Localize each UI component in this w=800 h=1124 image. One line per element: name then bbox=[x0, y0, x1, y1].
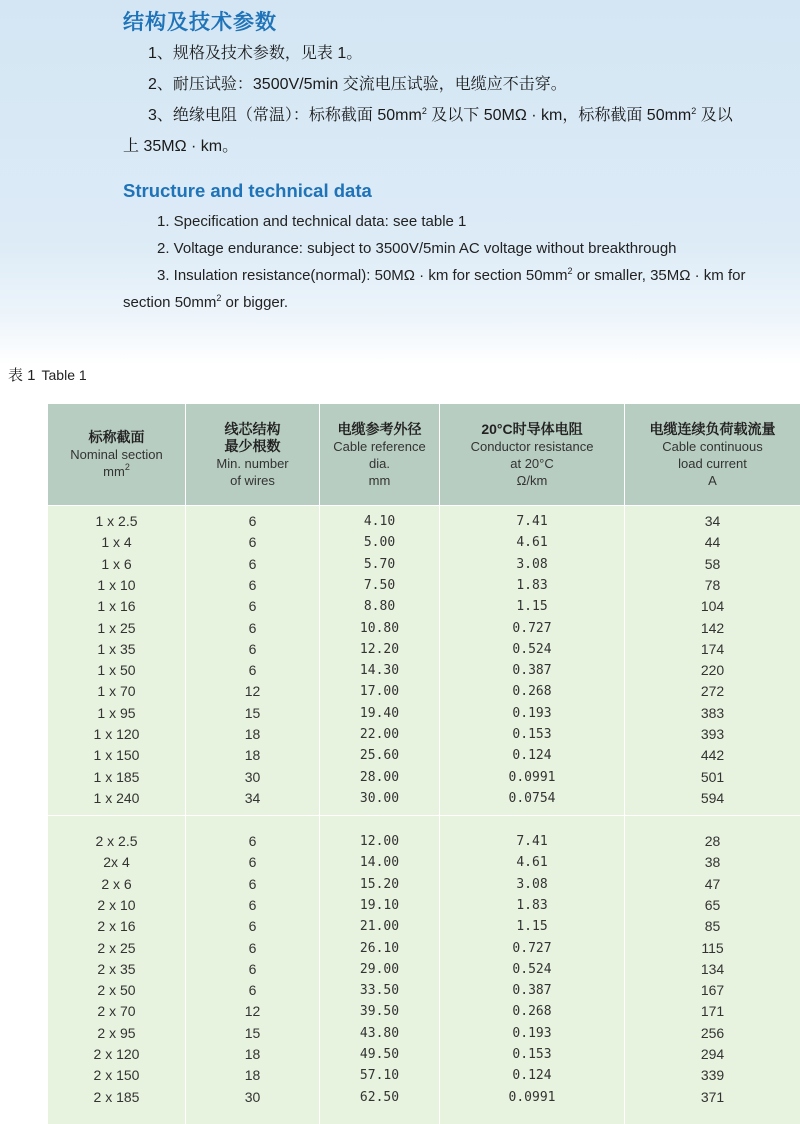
table-row bbox=[48, 916, 800, 937]
table-cell: 0.193 bbox=[512, 1025, 552, 1041]
table-cell: 6 bbox=[248, 960, 257, 977]
table-cell: 28 bbox=[704, 833, 721, 849]
table-cell: 10.80 bbox=[359, 620, 400, 636]
table-cell: 594 bbox=[700, 789, 725, 806]
table-cell: 6 bbox=[248, 896, 257, 913]
table-row bbox=[48, 575, 800, 596]
spec-item-3-en: 3. Insulation resistance(normal): 50MΩ · km for section $50mm^2$ or smaller, 35MΩ · km for bbox=[157, 266, 746, 284]
table-cell: 0.268 bbox=[512, 1004, 552, 1020]
table-cell: 0.727 bbox=[512, 620, 552, 636]
table-row bbox=[48, 1001, 800, 1022]
table-cell: 19.10 bbox=[359, 897, 400, 913]
table-cell: 29.00 bbox=[359, 961, 400, 977]
table-cell: 6 bbox=[248, 513, 257, 529]
table-cell: 5.00 bbox=[363, 535, 396, 551]
table-cell: 18 bbox=[244, 1067, 261, 1084]
table-cell: 2x 4 bbox=[103, 854, 130, 871]
table-cell: 18 bbox=[244, 726, 261, 742]
table-row bbox=[48, 1023, 800, 1044]
table-cell: 14.30 bbox=[359, 663, 400, 679]
table-cell: 2 x 16 bbox=[97, 918, 136, 935]
group-divider bbox=[48, 815, 800, 816]
table-row bbox=[48, 681, 800, 702]
table-cell: 2 x 120 bbox=[93, 1046, 140, 1062]
table-cell: 7.41 bbox=[516, 514, 548, 529]
table-cell: 7.50 bbox=[363, 577, 396, 593]
table-cell: 272 bbox=[700, 683, 725, 700]
table-cell: 12 bbox=[244, 683, 261, 700]
table-row bbox=[48, 639, 800, 660]
table-cell: 6 bbox=[248, 555, 257, 572]
table-cell: 1 x 150 bbox=[93, 747, 140, 764]
table-cell: 383 bbox=[700, 704, 725, 721]
table-cell: 1 x 4 bbox=[101, 534, 132, 551]
table-cell: 104 bbox=[700, 598, 725, 615]
table-cell: 25.60 bbox=[359, 748, 400, 764]
table-cell: 12 bbox=[244, 1003, 261, 1020]
table-cell: 2 x 150 bbox=[93, 1067, 140, 1084]
table-cell: 44 bbox=[704, 534, 721, 551]
table-cell: 7.41 bbox=[516, 834, 548, 849]
table-cell: 6 bbox=[248, 576, 257, 593]
table-cell: 256 bbox=[700, 1024, 725, 1041]
spec-item-1-en: 1. Specification and technical data: see table 1 bbox=[157, 213, 467, 230]
table-cell: 14.00 bbox=[359, 855, 400, 871]
table-cell: 6 bbox=[248, 939, 257, 956]
table-cell: 47 bbox=[704, 875, 721, 892]
table-row bbox=[48, 660, 800, 681]
table-cell: 171 bbox=[700, 1003, 725, 1020]
table-cell: 22.00 bbox=[359, 727, 400, 742]
table-cell: 3.08 bbox=[516, 556, 548, 572]
section-title-cn: 结构及技术参数 bbox=[123, 11, 277, 34]
table-cell: 26.10 bbox=[359, 940, 400, 956]
table-row bbox=[48, 703, 800, 724]
table-cell: 142 bbox=[700, 619, 725, 636]
table-cell: 4.61 bbox=[516, 535, 548, 551]
table-cell: 21.00 bbox=[359, 919, 400, 935]
table-caption: 表 1 Table 1 bbox=[8, 367, 87, 384]
table-cell: 15 bbox=[244, 704, 261, 721]
table-row bbox=[48, 618, 800, 639]
table-cell: 1 x 25 bbox=[97, 619, 136, 636]
header-min-wires: 线芯结构 最少根数 Min. number of wires bbox=[216, 420, 289, 488]
table-cell: 18 bbox=[244, 747, 261, 764]
table-cell: 0.727 bbox=[512, 940, 552, 956]
table-cell: 57.10 bbox=[359, 1068, 400, 1084]
table-cell: 4.10 bbox=[363, 514, 396, 529]
table-cell: 1 x 240 bbox=[93, 789, 140, 806]
spec-item-1-cn: 1、规格及技术参数，见表 1。 bbox=[148, 45, 363, 62]
table-row bbox=[48, 852, 800, 873]
table-cell: 220 bbox=[700, 662, 725, 679]
table-cell: 49.50 bbox=[359, 1047, 400, 1062]
table-cell: 2 x 50 bbox=[97, 982, 136, 999]
table-cell: 78 bbox=[704, 576, 721, 593]
table-cell: 0.524 bbox=[512, 961, 552, 977]
table-cell: 2 x 35 bbox=[97, 960, 136, 977]
table-cell: 0.124 bbox=[512, 748, 552, 764]
spec-item-3-cn-cont: 上 35MΩ · km。 bbox=[123, 138, 239, 155]
table-row bbox=[48, 767, 800, 788]
table-row bbox=[48, 788, 800, 809]
table-cell: 2 x 2.5 bbox=[95, 833, 138, 849]
table-cell: 1 x 35 bbox=[97, 640, 136, 657]
table-cell: 19.40 bbox=[359, 705, 400, 721]
table-cell: 1 x 70 bbox=[97, 683, 136, 700]
table-row bbox=[48, 596, 800, 617]
header-conductor-resistance: 20°C时导体电阻 Conductor resistance at 20°C Ω/km bbox=[470, 420, 594, 488]
table-cell: 6 bbox=[248, 918, 257, 935]
header-nominal-section: 标称截面 Nominal section $mm^2$ bbox=[70, 429, 163, 479]
table-row bbox=[48, 874, 800, 895]
header-reference-dia: 电缆参考外径 Cable reference dia. mm bbox=[333, 420, 426, 488]
table-cell: 0.0754 bbox=[508, 790, 556, 806]
table-cell: 371 bbox=[700, 1088, 725, 1105]
spec-table bbox=[48, 404, 800, 1124]
table-cell: 2 x 185 bbox=[93, 1088, 140, 1105]
spec-item-2-en: 2. Voltage endurance: subject to 3500V/5min AC voltage without breakthrough bbox=[157, 240, 677, 257]
table-cell: 0.0991 bbox=[508, 769, 556, 785]
table-row bbox=[48, 724, 800, 745]
table-cell: 62.50 bbox=[359, 1089, 400, 1105]
table-cell: 1.15 bbox=[516, 599, 548, 615]
table-row bbox=[48, 959, 800, 980]
section-title-en: Structure and technical data bbox=[123, 180, 372, 201]
table-cell: 174 bbox=[700, 640, 725, 657]
table-cell: 2 x 70 bbox=[97, 1003, 136, 1020]
table-cell: 0.387 bbox=[512, 983, 552, 999]
table-cell: 8.80 bbox=[363, 599, 396, 615]
table-cell: 2 x 25 bbox=[97, 939, 136, 956]
table-cell: 1.15 bbox=[516, 919, 548, 935]
table-cell: 34 bbox=[244, 789, 261, 806]
table-cell: 4.61 bbox=[516, 855, 548, 871]
table-cell: 1 x 6 bbox=[101, 555, 132, 572]
table-cell: 30 bbox=[244, 768, 261, 785]
table-row bbox=[48, 554, 800, 575]
table-cell: 0.0991 bbox=[508, 1089, 556, 1105]
table-row bbox=[48, 511, 800, 532]
table-row bbox=[48, 532, 800, 553]
table-cell: 58 bbox=[704, 555, 721, 572]
table-cell: 6 bbox=[248, 640, 257, 657]
table-cell: 43.80 bbox=[359, 1025, 400, 1041]
table-cell: 1 x 2.5 bbox=[95, 513, 138, 529]
table-cell: 65 bbox=[704, 896, 721, 913]
table-cell: 1 x 50 bbox=[97, 662, 136, 679]
table-cell: 33.50 bbox=[359, 983, 400, 999]
table-cell: 0.153 bbox=[512, 727, 552, 742]
table-row bbox=[48, 1087, 800, 1108]
table-cell: 12.00 bbox=[359, 834, 400, 849]
table-cell: 1.83 bbox=[516, 577, 548, 593]
table-cell: 28.00 bbox=[359, 769, 400, 785]
header-load-current: 电缆连续负荷载流量 Cable continuous load current A bbox=[649, 420, 776, 488]
table-cell: 0.153 bbox=[512, 1047, 552, 1062]
table-cell: 0.124 bbox=[512, 1068, 552, 1084]
table-cell: 6 bbox=[248, 662, 257, 679]
table-cell: 442 bbox=[700, 747, 725, 764]
table-row bbox=[48, 895, 800, 916]
table-cell: 501 bbox=[700, 768, 725, 785]
table-cell: 167 bbox=[700, 982, 725, 999]
table-cell: 17.00 bbox=[359, 684, 400, 700]
table-cell: 6 bbox=[248, 854, 257, 871]
table-cell: 1 x 10 bbox=[97, 576, 136, 593]
table-cell: 85 bbox=[704, 918, 721, 935]
table-cell: 5.70 bbox=[363, 556, 396, 572]
table-cell: 15 bbox=[244, 1024, 261, 1041]
table-cell: 2 x 6 bbox=[101, 875, 132, 892]
table-cell: 339 bbox=[700, 1067, 725, 1084]
table-row bbox=[48, 980, 800, 1001]
spec-item-2-cn: 2、耐压试验：3500V/5min 交流电压试验，电缆应不击穿。 bbox=[148, 76, 567, 93]
table-row bbox=[48, 831, 800, 852]
header-divider bbox=[48, 505, 800, 506]
table-cell: 0.524 bbox=[512, 641, 552, 657]
table-row bbox=[48, 938, 800, 959]
table-cell: 6 bbox=[248, 875, 257, 892]
table-cell: 30.00 bbox=[359, 790, 400, 806]
table-cell: 0.387 bbox=[512, 663, 552, 679]
table-cell: 115 bbox=[701, 939, 724, 956]
table-cell: 38 bbox=[704, 854, 721, 871]
table-cell: 6 bbox=[248, 982, 257, 999]
table-cell: 1.83 bbox=[516, 897, 548, 913]
spec-item-3-cn: 3、绝缘电阻（常温）：标称截面 $50mm^2$ 及以下 50MΩ · km，标称截面 $50mm^2$ 及以 bbox=[148, 106, 733, 124]
table-cell: 6 bbox=[248, 598, 257, 615]
table-cell: 2 x 95 bbox=[97, 1024, 136, 1041]
table-row bbox=[48, 1065, 800, 1086]
table-cell: 393 bbox=[700, 726, 725, 742]
table-cell: 1 x 185 bbox=[93, 768, 140, 785]
table-cell: 34 bbox=[704, 513, 721, 529]
table-cell: 1 x 120 bbox=[93, 726, 140, 742]
table-cell: 6 bbox=[248, 619, 257, 636]
table-cell: 0.193 bbox=[512, 705, 552, 721]
table-cell: 1 x 16 bbox=[97, 598, 136, 615]
table-row bbox=[48, 745, 800, 766]
table-cell: 39.50 bbox=[359, 1004, 400, 1020]
table-cell: 1 x 95 bbox=[97, 704, 136, 721]
table-cell: 12.20 bbox=[359, 641, 400, 657]
table-cell: 6 bbox=[248, 833, 257, 849]
table-cell: 134 bbox=[700, 960, 725, 977]
table-cell: 30 bbox=[244, 1088, 261, 1105]
spec-item-3-en-cont: section $50mm^2$ or bigger. bbox=[123, 293, 289, 311]
table-cell: 2 x 10 bbox=[97, 896, 136, 913]
table-cell: 6 bbox=[248, 534, 257, 551]
table-cell: 15.20 bbox=[359, 876, 400, 892]
table-cell: 3.08 bbox=[516, 876, 548, 892]
table-cell: 294 bbox=[700, 1046, 725, 1062]
table-cell: 18 bbox=[244, 1046, 261, 1062]
table-row bbox=[48, 1044, 800, 1065]
table-cell: 0.268 bbox=[512, 684, 552, 700]
